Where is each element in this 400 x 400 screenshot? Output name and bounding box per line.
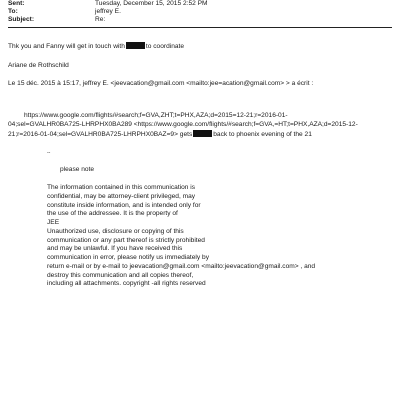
disclaimer-line: communication in error, please notify us immediately by <box>47 254 209 261</box>
sent-value: Tuesday, December 15, 2015 2:52 PM <box>95 0 208 7</box>
disclaimer-line: including all attachments. copyright -all rights reserved <box>47 280 206 288</box>
subject-row <box>8 16 105 24</box>
to-label: To: <box>8 8 18 15</box>
disclaimer-line: return e-mail or by e-mail to jeevacation@gmail.com <mailto:jeevacation@gmail.com> , and <box>47 262 316 270</box>
flight-url-line-3-after: back to phoenix evening of the 21 <box>213 131 312 138</box>
to-value: jeffrey E. <box>95 8 121 15</box>
disclaimer-line: confidential, may be attorney-client privileged, may <box>47 192 196 200</box>
flight-url-line-2: 04;sel=GVALHR0BA725-LHRPHX0BA289 <https://www.google.com/flights/#search;f=GVA,=HT;t=PHX,AZA;d=2015-12- <box>8 121 358 128</box>
flight-url-line-1: https://www.google.com/flights/#search;f=GVA,ZHT;t=PHX,AZA;d=2015=12-21;r=2016-01- <box>24 112 288 119</box>
disclaimer-line: the use of the addressee. It is the property of <box>47 210 178 218</box>
flight-url-line-3-before: 21;r=2016-01-04;sel=GVALHR0BA725-LHRPHX0BAZ=9> gets <box>8 131 193 138</box>
sent-row <box>8 0 208 8</box>
quote-intro: Le 15 déc. 2015 à 15:17, jeffrey E. <jeevacation@gmail.com <mailto:jee=acation@gmail.com> > a écrit : <box>8 80 314 87</box>
disclaimer-line: communication or any part thereof is strictly prohibited <box>47 236 205 244</box>
reply-text-before: Thk you and Fanny will get in touch with <box>8 43 125 50</box>
subject-label: Subject: <box>8 16 35 23</box>
reply-text-after: to coordinate <box>145 43 185 50</box>
separator-dash: -- <box>47 150 51 156</box>
to-row <box>8 8 121 16</box>
disclaimer-line: destroy this communication and all copies thereof, <box>47 271 194 279</box>
header-divider <box>8 27 392 28</box>
disclaimer <box>47 184 315 289</box>
disclaimer-line: Unauthorized use, disclosure or copying of this <box>47 227 184 235</box>
disclaimer-line: JEE <box>47 219 60 226</box>
sent-label: Sent: <box>8 0 25 7</box>
please-note: please note <box>60 166 95 173</box>
flight-url-line-3 <box>8 130 312 139</box>
disclaimer-line: The information contained in this communication is <box>47 184 196 191</box>
reply-line <box>8 42 184 51</box>
redaction-box <box>126 42 145 49</box>
signature: Ariane de Rothschild <box>8 62 69 69</box>
disclaimer-line: constitute inside information, and is intended only for <box>47 201 201 209</box>
redaction-box <box>193 130 212 137</box>
subject-value: Re: <box>95 16 106 23</box>
disclaimer-line: and may be unlawful. If you have received this <box>47 245 183 253</box>
